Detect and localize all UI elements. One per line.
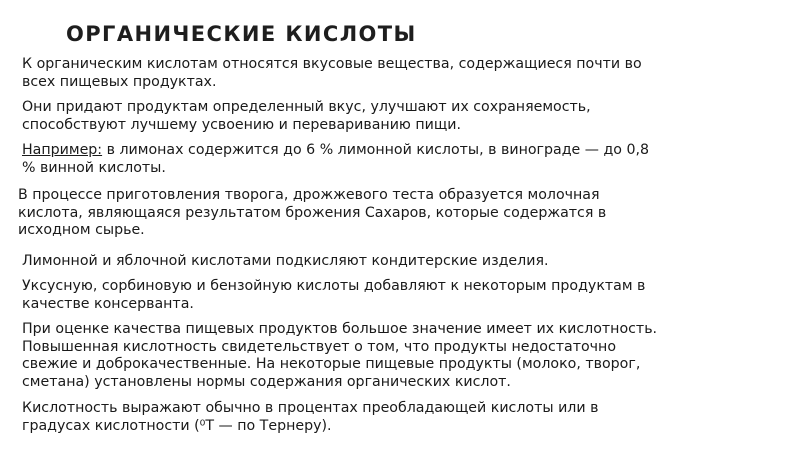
paragraph-acidity-units bbox=[22, 400, 792, 435]
text-line: Уксусную, сорбиновую и бензойную кислоты добавляют к некоторым продуктам в bbox=[22, 278, 646, 294]
paragraph-acidity-quality bbox=[22, 321, 792, 391]
paragraph-confectionery bbox=[22, 253, 792, 271]
text-line: % винной кислоты. bbox=[22, 159, 166, 176]
text-line: Кислотность выражают обычно в процентах преобладающей кислоты или в bbox=[22, 400, 599, 416]
text-line: качестве консерванта. bbox=[22, 295, 194, 312]
slide-title: ОРГАНИЧЕСКИЕ КИСЛОТЫ bbox=[66, 22, 417, 46]
paragraph-role bbox=[22, 99, 792, 134]
text-line: кислота, являющаяся результатом брожения Сахаров, которые содержатся в bbox=[18, 204, 607, 221]
paragraph-preservatives bbox=[22, 278, 792, 313]
text-line: Они придают продуктам определенный вкус, улучшают их сохраняемость, bbox=[22, 99, 591, 115]
paragraph-example bbox=[22, 142, 792, 177]
text-line: градусах кислотности (⁰Т — по Тернеру). bbox=[22, 417, 332, 434]
text-line: В процессе приготовления творога, дрожжевого теста образуется молочная bbox=[18, 187, 600, 203]
text-line: свежие и доброкачественные. На некоторые пищевые продукты (молоко, творог, bbox=[22, 356, 641, 372]
text-line: исходном сырье. bbox=[18, 222, 145, 238]
text-line: К органическим кислотам относятся вкусовые вещества, содержащиеся почти во bbox=[22, 56, 642, 72]
text-line: сметана) установлены нормы содержания органических кислот. bbox=[22, 373, 511, 390]
text-line: Лимонной и яблочной кислотами подкисляют кондитерские изделия. bbox=[22, 253, 549, 269]
paragraph-lactic-acid bbox=[18, 187, 788, 240]
example-text: в лимонах содержится до 6 % лимонной кислоты, в винограде — до 0,8 bbox=[102, 142, 650, 158]
paragraph-definition bbox=[22, 56, 792, 91]
text-line bbox=[22, 142, 792, 160]
text-line: При оценке качества пищевых продуктов большое значение имеет их кислотность. bbox=[22, 321, 658, 337]
text-line: всех пищевых продуктах. bbox=[22, 73, 217, 90]
example-label: Например: bbox=[22, 142, 103, 158]
text-line: Повышенная кислотность свидетельствует о том, что продукты недостаточно bbox=[22, 338, 617, 355]
text-line: способствуют лучшему усвоению и перевариванию пищи. bbox=[22, 116, 461, 133]
